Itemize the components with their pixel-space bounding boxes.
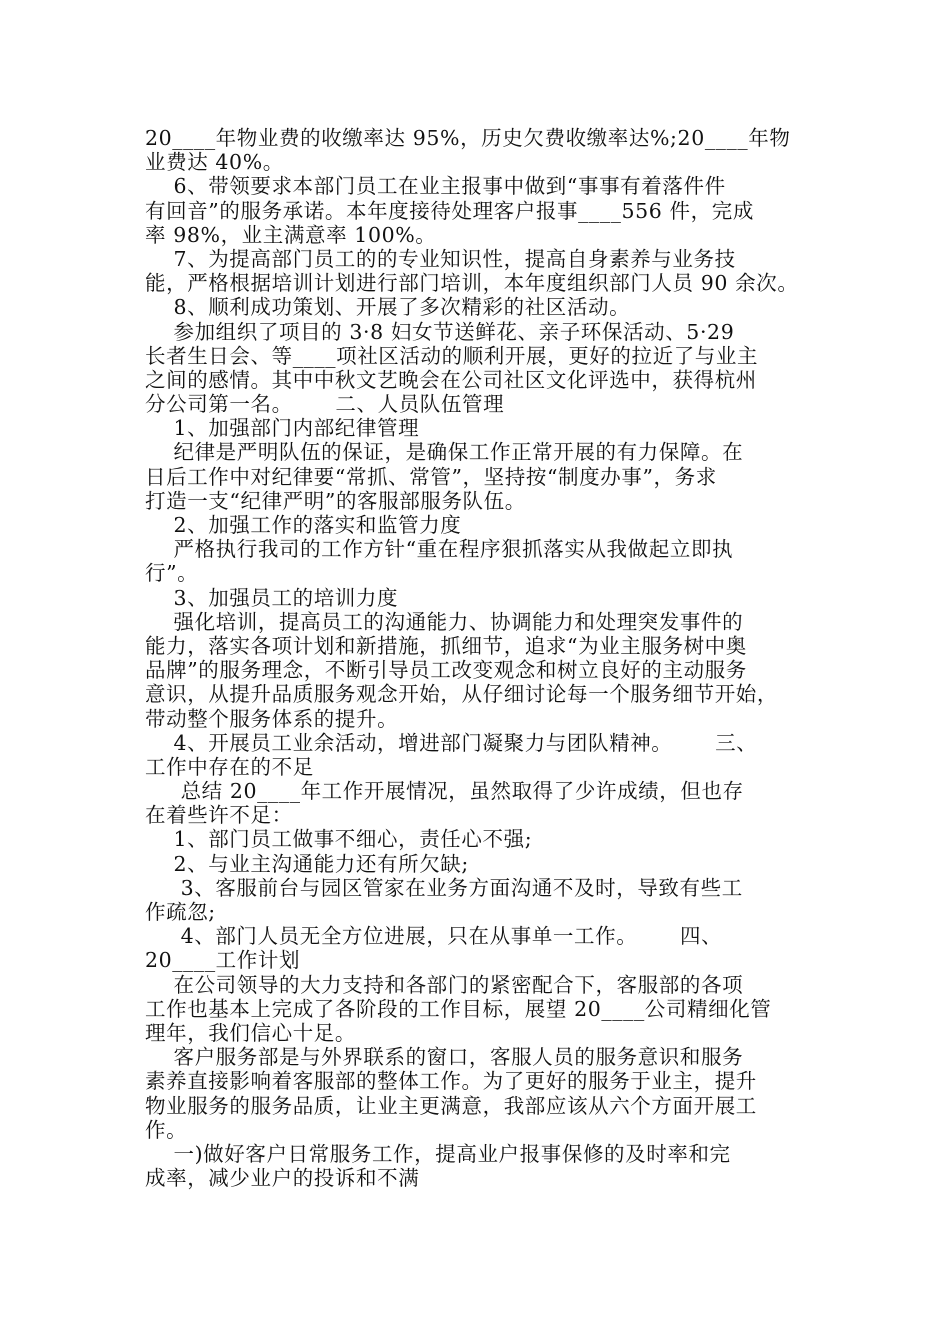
text-line: 素养直接影响着客服部的整体工作。为了更好的服务于业主，提升	[145, 1069, 757, 1094]
text-line: 7、为提高部门员工的的专业知识性，提高自身素养与业务技	[145, 246, 736, 271]
text-line: 3、客服前台与园区管家在业务方面沟通不及时，导致有些工	[145, 875, 743, 900]
text-line: 率 98%，业主满意率 100%。	[145, 222, 437, 247]
text-line: 2、与业主沟通能力还有所欠缺;	[145, 851, 469, 876]
text-line: 4、开展员工业余活动，增进部门凝聚力与团队精神。 三、	[145, 730, 758, 755]
text-line: 分公司第一名。 二、人员队伍管理	[145, 392, 505, 417]
body-text	[145, 126, 825, 1190]
text-line: 有回音”的服务承诺。本年度接待处理客户报事____556 件，完成	[145, 198, 754, 223]
text-line: 在着些许不足：	[145, 803, 293, 828]
text-line: 8、顺利成功策划、开展了多次精彩的社区活动。	[145, 295, 631, 320]
text-line: 能力，落实各项计划和新措施，抓细节，追求“为业主服务树中奥	[145, 633, 747, 658]
text-line: 4、部门人员无全方位进展，只在从事单一工作。 四、	[145, 924, 723, 949]
text-line: 2、加强工作的落实和监管力度	[145, 513, 462, 537]
text-line: 1、部门员工做事不细心，责任心不强;	[145, 827, 533, 852]
text-line: 3、加强员工的培训力度	[145, 585, 399, 610]
text-line: 20____工作计划	[145, 948, 301, 973]
text-line: 品牌”的服务理念，不断引导员工改变观念和树立良好的主动服务	[145, 658, 747, 683]
text-line: 总结 20____年工作开展情况，虽然取得了少许成绩，但也存	[145, 779, 744, 804]
text-line: 参加组织了项目的 3·8 妇女节送鲜花、亲子环保活动、5·29	[145, 319, 735, 344]
text-line: 一)做好客户日常服务工作，提高业户报事保修的及时率和完	[145, 1141, 731, 1166]
text-line: 成率，减少业户的投诉和不满	[145, 1166, 420, 1191]
text-line: 行”。	[145, 561, 199, 586]
text-line: 1、加强部门内部纪律管理	[145, 416, 420, 441]
text-line: 6、带领要求本部门员工在业主报事中做到“事事有着落件件	[145, 174, 726, 199]
text-line: 带动整个服务体系的提升。	[145, 706, 399, 731]
text-line: 长者生日会、等____项社区活动的顺利开展，更好的拉近了与业主	[145, 343, 759, 368]
text-line: 理年，我们信心十足。	[145, 1020, 356, 1045]
text-line: 业费达 40%。	[145, 150, 284, 175]
text-line: 意识，从提升品质服务观念开始，从仔细讨论每一个服务细节开始，	[145, 682, 778, 707]
text-line: 作。	[145, 1117, 188, 1142]
text-line: 严格执行我司的工作方针“重在程序狠抓落实从我做起立即执	[145, 537, 734, 562]
text-line: 日后工作中对纪律要“常抓、常管”，坚持按“制度办事”，务求	[145, 464, 717, 489]
text-line: 能，严格根据培训计划进行部门培训，本年度组织部门人员 90 余次。	[145, 271, 799, 296]
text-line: 作疏忽;	[145, 900, 216, 924]
text-line: 20____年物业费的收缴率达 95%，历史欠费收缴率达%;20____年物	[145, 126, 791, 150]
text-line: 物业服务的服务品质，让业主更满意，我部应该从六个方面开展工	[145, 1093, 757, 1118]
text-line: 工作也基本上完成了各阶段的工作目标，展望 20____公司精细化管	[145, 996, 772, 1021]
text-line: 工作中存在的不足	[145, 754, 314, 779]
text-line: 纪律是严明队伍的保证，是确保工作正常开展的有力保障。在	[145, 440, 744, 465]
text-line: 之间的感情。其中中秋文艺晚会在公司社区文化评选中，获得杭州	[145, 367, 757, 392]
text-line: 打造一支“纪律严明”的客服部服务队伍。	[145, 488, 526, 513]
text-line: 在公司领导的大力支持和各部门的紧密配合下，客服部的各项	[145, 972, 744, 997]
text-line: 强化培训，提高员工的沟通能力、协调能力和处理突发事件的	[145, 609, 744, 634]
text-line: 客户服务部是与外界联系的窗口，客服人员的服务意识和服务	[145, 1045, 744, 1070]
